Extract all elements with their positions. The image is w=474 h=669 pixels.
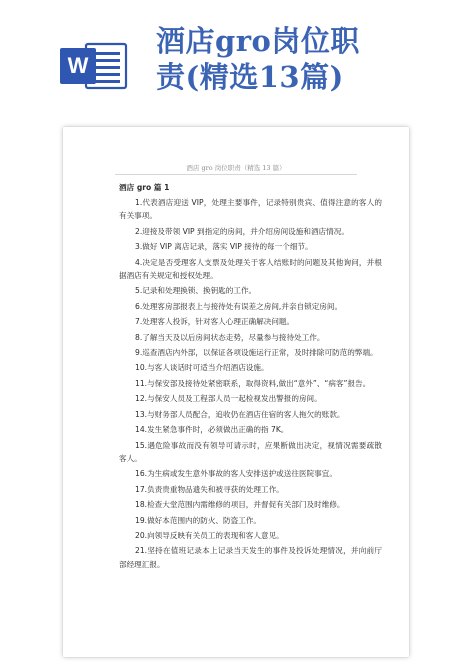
duty-item: 6.处理客房部报表上与接待处有误差之房间,并亲自锁定房间。 [135, 301, 343, 311]
duty-item: 10.与客人谈话时可适当介绍酒店设施。 [135, 363, 269, 373]
document-page [63, 127, 409, 657]
duty-item: 13.与财务部人员配合，追收仍在酒店住宿的客人拖欠的账款。 [135, 409, 345, 419]
duty-item: 16.为生病或发生意外事故的客人安排送护或送往医院事宜。 [135, 469, 337, 479]
page-title-line-1: 酒店gro岗位职 [156, 24, 360, 58]
running-header: 酒店 gro 岗位职责（精选 13 篇） [186, 164, 286, 172]
duty-item: 18.检查大堂范围内需维修的项目，并督促有关部门及时维修。 [135, 500, 345, 510]
duty-item: 1.代表酒店迎送 VIP，处理主要事件，记录特别贵宾、值得注意的客人的有关事项。 [119, 198, 382, 221]
duty-item: 5.记录和处理换锁、换钥匙的工作。 [135, 286, 257, 296]
duty-item: 12.与保安人员及工程部人员一起检视发出警报的房间。 [135, 394, 322, 404]
page-title-line-2: 责(精选13篇) [156, 60, 344, 94]
duty-item: 2.迎接及带领 VIP 到指定的房间，并介绍房间设施和酒店情况。 [135, 226, 349, 236]
duty-item: 8.了解当天及以后房间状态走势，尽量参与接待处工作。 [135, 332, 325, 342]
duty-item: 7.处理客人投诉，针对客人心理正确解决问题。 [135, 317, 295, 327]
duty-item: 17.负责贵重物品遗失和被寻获的处理工作。 [135, 484, 284, 494]
header-divider [115, 174, 357, 175]
duty-item: 15.遇危险事故而没有领导可请示时，应果断做出决定，视情况需要疏散客人。 [119, 440, 382, 463]
section-title: 酒店 gro 篇 1 [119, 183, 170, 192]
page-title [156, 23, 466, 95]
duty-item: 9.巡查酒店内外部，以保证各项设施运行正常，及时排除可防范的弊端。 [135, 348, 378, 358]
duty-item: 11.与保安部及接待处紧密联系，取得资料,做出“意外”、“病客”报告。 [135, 378, 371, 388]
duty-item: 3.做好 VIP 离店记录，落实 VIP 接待的每一个细节。 [135, 242, 313, 252]
duty-item: 14.发生紧急事件时，必须做出正确的指 7K。 [135, 425, 289, 435]
duty-item: 4.决定是否受理客人支票及处理关于客人结账时的问题及其他询问，并根据酒店有关规定和授权处理。 [119, 257, 382, 281]
header-banner [0, 0, 474, 115]
duty-item: 20.向领导反映有关员工的表现和客人意见。 [135, 530, 284, 540]
duty-item: 21.坚持在值班记录本上记录当天发生的事件及投诉处理情况，并向前厅部经理汇报。 [119, 546, 382, 569]
document-body [119, 182, 382, 573]
word-icon-letter: W [67, 53, 89, 78]
word-document-icon [58, 40, 130, 92]
duty-item: 19.做好本范围内的防火、防盗工作。 [135, 515, 261, 525]
